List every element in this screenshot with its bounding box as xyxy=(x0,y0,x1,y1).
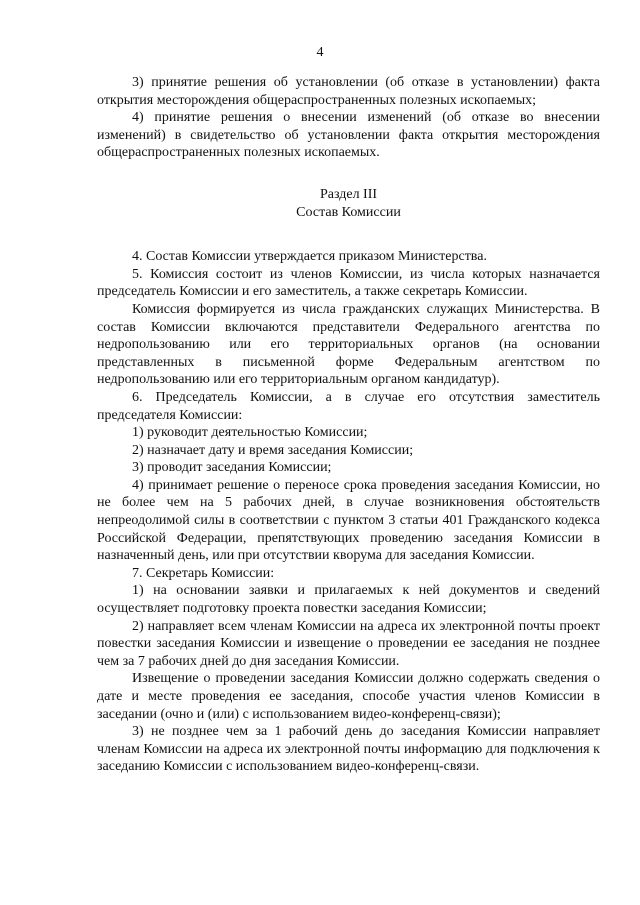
page-number: 4 xyxy=(316,45,324,60)
paragraph-5-composition: Комиссия формируется из числа гражданских служащих Министерства. В состав Комиссии включаются представители Федерального агентства по недропользованию или его территориальных органов (на основании представленных в письменной форме Федеральным агентством по недропользованию или его территориальным органом кандидатур). xyxy=(97,301,600,388)
paragraph-6-item-3: 3) проводит заседания Комиссии; xyxy=(132,460,332,476)
document-body xyxy=(97,74,600,776)
paragraph-7-item-2: 2) направляет всем членам Комиссии на адреса их электронной почты проект повестки заседания Комиссии и извещение о проведении ее заседания не позднее чем за 7 рабочих дней до дня заседания Комиссии. xyxy=(97,618,600,669)
paragraph-6: 6. Председатель Комиссии, а в случае его отсутствия заместитель председателя Комиссии: xyxy=(97,389,600,423)
paragraph-6-item-2: 2) назначает дату и время заседания Комиссии; xyxy=(132,442,414,458)
section-heading xyxy=(97,186,600,221)
paragraph-7-item-1: 1) на основании заявки и прилагаемых к ней документов и сведений осуществляет подготовку проекта повестки заседания Комиссии; xyxy=(97,583,600,617)
paragraph-5: 5. Комиссия состоит из членов Комиссии, из числа которых назначается председатель Комиссии и его заместитель, а также секретарь Комиссии. xyxy=(97,266,600,300)
paragraph-7-item-3: 3) не позднее чем за 1 рабочий день до заседания Комиссии направляет членам Комиссии на адреса их электронной почты информацию для подключения к заседанию Комиссии с использованием видео-конференц-связи. xyxy=(97,724,600,775)
paragraph-7: 7. Секретарь Комиссии: xyxy=(132,565,275,581)
paragraph-4: 4. Состав Комиссии утверждается приказом Министерства. xyxy=(132,249,487,265)
intro-item-3: 3) принятие решения об установлении (об отказе в установлении) факта открытия месторождения общераспространенных полезных ископаемых; xyxy=(97,75,600,108)
paragraph-6-item-4: 4) принимает решение о переносе срока проведения заседания Комиссии, но не более чем на 5 рабочих дней, в случае возникновения обстоятельств непреодолимой силы в соответствии с пунктом 3 статьи 401 Гражданского кодекса Российской Федерации, препятствующих проведению заседания Комиссии в назначенный день, или при отсутствии кворума для заседания Комиссии. xyxy=(97,477,600,564)
paragraph-6-item-1: 1) руководит деятельностью Комиссии; xyxy=(132,425,368,441)
section-title: Состав Комиссии xyxy=(296,204,401,220)
intro-item-4: 4) принятие решения о внесении изменений (об отказе во внесении изменений) в свидетельство об установлении факта открытия месторождения общераспространенных полезных ископаемых. xyxy=(97,110,600,161)
section-number-label: Раздел III xyxy=(319,186,378,202)
paragraph-7-notice: Извещение о проведении заседания Комиссии должно содержать сведения о дате и месте проведения ее заседания, способе участия членов Комиссии в заседании (очно и (или) с использованием видео-конференц-связи); xyxy=(97,671,600,722)
